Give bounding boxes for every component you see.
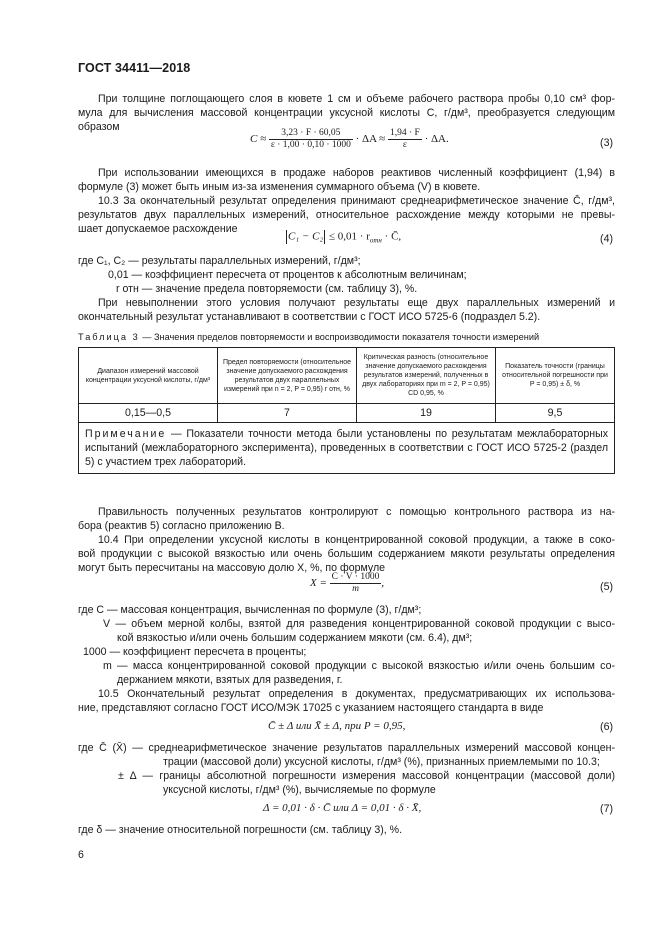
paragraph-line: формуле (3) может быть иным из-за изменения суммарного объема (V) в кювете.: [78, 181, 481, 193]
equation-number-7: (7): [600, 803, 613, 815]
where-line: ± Δ — границы абсолютной погрешности измерения массовой концентрации (массовой доли): [118, 770, 615, 782]
where-line: кой вязкостью и/или очень большим содержанием мякоти (см. 6.4), дм³;: [117, 632, 473, 644]
paragraph-line: При невыполнении этого условия получают результаты еще двух параллельных измерений и: [98, 297, 615, 309]
eq3-mid: · ΔA ≈: [355, 133, 386, 146]
table-cell: 19: [357, 404, 496, 423]
where-line: где δ — значение относительной погрешности (см. таблицу 3), %.: [78, 824, 403, 836]
table-header-cell: Предел повторяемости (относительное значение допускаемого расхождения результатов двух параллельных измерений при n = 2, P = 0,95) r отн, %: [218, 348, 357, 404]
paragraph-line: ние, представляют согласно ГОСТ ИСО/МЭК 17025 с указанием настоящего стандарта в виде: [78, 702, 544, 714]
table-cell: 9,5: [496, 404, 615, 423]
table-caption: Таблица 3 — Значения пределов повторяемости и воспроизводимости показателя точности измерений: [78, 332, 540, 342]
table-header-cell: Показатель точности (границы относительной погрешности при P = 0,95) ± δ, %: [496, 348, 615, 404]
paragraph-line: мула для вычисления массовой концентрации уксусной кислоты C, г/дм³, преобразуется следующим: [78, 107, 615, 119]
table-header-cell: Диапазон измерений массовой концентрации уксусной кислоты, г/дм³: [79, 348, 218, 404]
table-header-row: [79, 348, 615, 404]
table-note: Примечание — Показатели точности метода были установлены по результатам межлабораторных испытаний (межлабораторного эксперимента), проведенных в соответствии с ГОСТ ИСО 5725-2 (раздел 5) с участием трех лабораторий.: [79, 423, 615, 474]
table-cell: 7: [218, 404, 357, 423]
where-line: держанием мякоти, взятых для разведения, г.: [117, 674, 343, 686]
eq3-tail: · ΔA.: [424, 133, 449, 146]
equation-number-4: (4): [600, 233, 613, 245]
equation-3: [250, 128, 449, 151]
paragraph-line: окончательный результат устанавливают в соответствии с ГОСТ ИСО 5725-6 (подраздел 5.2).: [78, 311, 541, 323]
paragraph-line: могут быть пересчитаны на массовую долю X, %, по формуле: [78, 562, 386, 574]
paragraph-line: 10.3 За окончательный результат определения принимают среднеарифметическое значение C̄, г/дм³,: [98, 195, 615, 207]
paragraph-line: шает допускаемое расхождение: [78, 223, 238, 235]
where-line: где C₁, C₂ — результаты параллельных измерений, г/дм³;: [78, 255, 361, 267]
equation-number-5: (5): [600, 581, 613, 593]
table-header-cell: Критическая разность (относительное значение допускаемого расхождения результатов измерений, полученных в двух лабораториях при m = 2, P = 0,95) CD 0,95, %: [357, 348, 496, 404]
page-header: ГОСТ 34411—2018: [78, 61, 191, 75]
paragraph-line: результатов двух параллельных измерений, относительное расхождение между которыми не превы-: [78, 209, 615, 221]
equation-number-3: (3): [600, 137, 613, 149]
equation-number-6: (6): [600, 721, 613, 733]
equation-4: $C_1 - C_2 \le 0,01 \cdot r_{отн}$ · C̄,: [288, 230, 402, 245]
where-line: r отн — значение предела повторяемости (см. таблицу 3), %.: [116, 283, 418, 295]
equation-7: Δ = 0,01 · δ · C̄ или Δ = 0,01 · δ · X̄,: [263, 802, 422, 814]
where-line: V — объем мерной колбы, взятой для разведения концентрированной соковой продукции с высо-: [103, 618, 615, 630]
where-line: 0,01 — коэффициент пересчета от процентов к абсолютным величинам;: [108, 269, 467, 281]
table-cell: 0,15—0,5: [79, 404, 218, 423]
eq3-fraction-1: $\frac{3,23 \cdot F \cdot 60,05}{\varepsilon \cdot 1,00 \cdot 0,10 \cdot 1000}$: [270, 128, 351, 150]
where-line: уксусной кислоты, г/дм³ (%), вычисляемые по формуле: [163, 784, 436, 796]
page-number: 6: [78, 849, 84, 861]
equation-5: X = $\frac{C \cdot V \cdot 1000}{m}$ ,: [310, 572, 385, 594]
table-row: [79, 404, 615, 423]
where-line: где C — массовая концентрация, вычисленная по формуле (3), г/дм³;: [78, 604, 422, 616]
paragraph-line: При использовании имеющихся в продаже наборов реактивов численный коэффициент (1,94) в: [98, 167, 615, 179]
paragraph-line: При толщине поглощающего слоя в кювете 1 см и объеме рабочего раствора пробы 0,10 см³ фор-: [98, 93, 615, 105]
paragraph-line: бора (реактив 5) согласно приложению В.: [78, 520, 285, 532]
paragraph-line: 10.5 Окончательный результат определения в документах, предусматривающих их использова-: [98, 688, 615, 700]
where-line: трации (массовой доли) уксусной кислоты, г/дм³ (%), признанных приемлемыми по 10.3;: [163, 756, 600, 768]
where-line: где C̄ (X̄) — среднеарифметическое значение результатов параллельных измерений массовой концен-: [78, 742, 615, 754]
paragraph-line: 10.4 При определении уксусной кислоты в концентрированной соковой продукции, а также в соко-: [98, 534, 615, 546]
paragraph-line: вой продукции с высокой вязкостью или очень большим содержанием мякоти результаты определения: [78, 548, 615, 560]
where-line: m — масса концентрированной соковой продукции с высокой вязкостью и/или очень большим со-: [103, 660, 615, 672]
eq3-fraction-2: $\frac{1,94 \cdot F}{\varepsilon}$: [389, 128, 420, 150]
where-line: 1000 — коэффициент пересчета в проценты;: [83, 646, 307, 658]
equation-6: C̄ ± Δ или X̄ ± Δ, при P = 0,95,: [268, 720, 406, 732]
paragraph-line: образом: [78, 121, 120, 133]
eq3-lhs: C ≈: [250, 133, 267, 146]
paragraph-line: Правильность полученных результатов контролируют с помощью контрольного раствора из на-: [98, 506, 615, 518]
table-note-row: [79, 423, 615, 474]
table-3: [78, 347, 615, 474]
